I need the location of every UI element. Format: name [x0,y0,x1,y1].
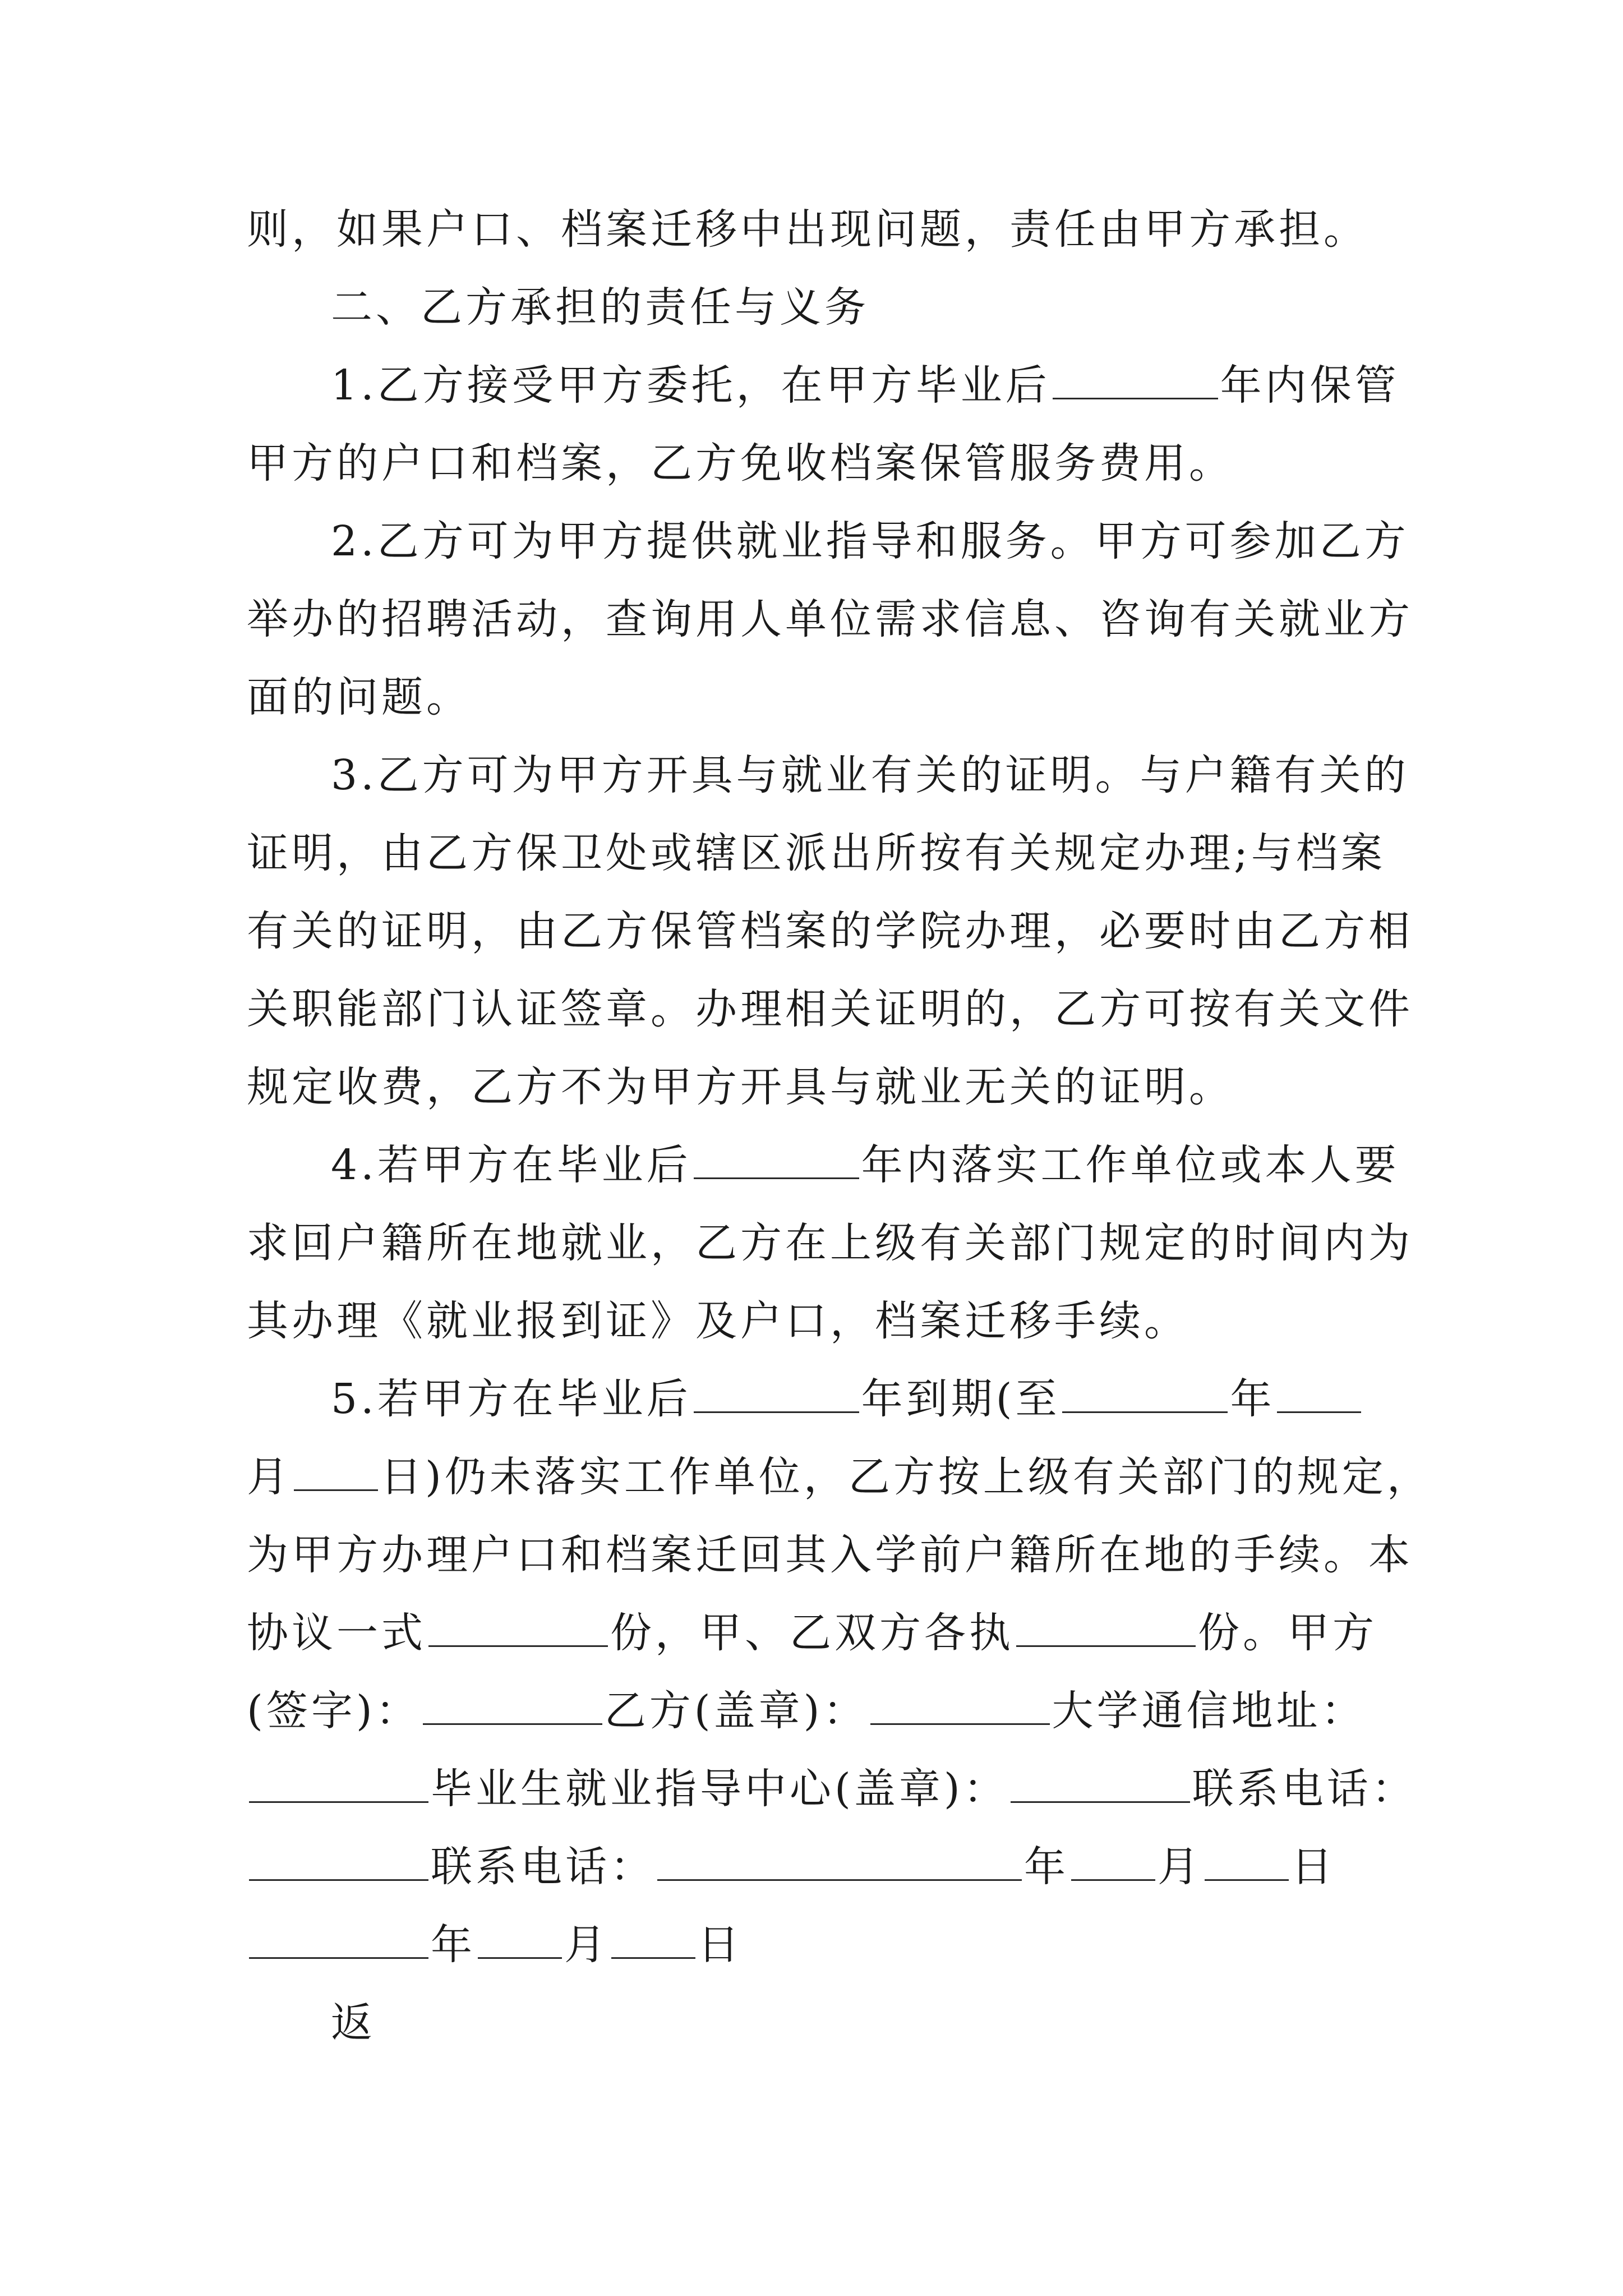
return-text: 返 [331,1999,376,2047]
text-line: 甲方的户口和档案，乙方免收档案保管服务费用。 [247,439,1234,487]
blank-field [249,1840,428,1881]
blank-field [249,1918,428,1959]
text-line: 求回户籍所在地就业，乙方在上级有关部门规定的时间内为 [247,1219,1413,1267]
clause-5: 5.若甲方在毕业后 年到期(至 年 [247,1360,1391,1438]
blank-field [1011,1762,1190,1803]
text-line: 关职能部门认证签章。办理相关证明的，乙方可按有关文件 [247,985,1413,1033]
text-line: 规定收费，乙方不为甲方开具与就业无关的证明。 [247,1063,1234,1111]
clause-4: 4.若甲方在毕业后 年内落实工作单位或本人要 [247,1126,1391,1204]
blank-field [249,1762,428,1803]
blank-field [423,1684,602,1725]
blank-field [1053,358,1218,399]
blank-field [694,1138,859,1179]
blank-field [1205,1840,1289,1881]
clause-2: 2.乙方可为甲方提供就业指导和服务。甲方可参加乙方 [331,517,1409,565]
blank-field [478,1918,562,1959]
blank-field [1071,1840,1155,1881]
signature-line: (签字)： 乙方(盖章)： 大学通信地址： [247,1672,1391,1750]
blank-field [1016,1606,1196,1647]
text-line: 月 日)仍未落实工作单位，乙方按上级有关部门的规定， [247,1438,1391,1516]
clause-3: 3.乙方可为甲方开具与就业有关的证明。与户籍有关的 [331,751,1409,799]
text-line: 面的问题。 [247,673,471,721]
blank-field [294,1450,378,1491]
signature-line: 联系电话： 年 月 日 [247,1828,1391,1906]
blank-field [694,1372,859,1413]
blank-field [1062,1372,1228,1413]
text-line: 其办理《就业报到证》及户口，档案迁移手续。 [247,1297,1189,1345]
section-heading: 二、乙方承担的责任与义务 [331,283,869,332]
text-line: 有关的证明，由乙方保管档案的学院办理，必要时由乙方相 [247,907,1413,955]
text-line: 协议一式 份，甲、乙双方各执 份。甲方 [247,1594,1391,1672]
signature-line: 毕业生就业指导中心(盖章)： 联系电话： [247,1750,1391,1828]
clause-1: 1.乙方接受甲方委托，在甲方毕业后 年内保管 [247,347,1391,425]
blank-field [870,1684,1050,1725]
document-body [247,191,1432,2062]
text-line: 为甲方办理户口和档案迁回其入学前户籍所在地的手续。本 [247,1531,1413,1579]
blank-field [657,1840,1022,1881]
text-line: 证明，由乙方保卫处或辖区派出所按有关规定办理;与档案 [247,829,1386,877]
blank-field [611,1918,695,1959]
blank-field [1277,1372,1361,1413]
text-line: 举办的招聘活动，查询用人单位需求信息、咨询有关就业方 [247,595,1413,643]
date-line: 年 月 日 [247,1906,1391,1984]
text-line: 则，如果户口、档案迁移中出现问题，责任由甲方承担。 [247,205,1368,254]
blank-field [428,1606,608,1647]
